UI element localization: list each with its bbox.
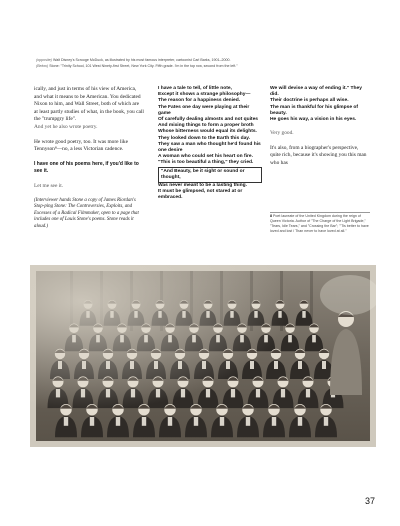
page-number: 37 [364,496,375,506]
left-paragraph-4: Let me see it. [34,182,64,189]
poem-line: Of carefully dealing almosts and not quites [158,117,259,123]
poem-line: The reason for a happiness denied. [158,98,241,104]
class-photograph [30,265,376,447]
poem-column [158,86,262,202]
left-text-column [34,86,144,238]
poem-line: It must be glimpsed, not stared at or embraced. [158,189,243,201]
poem-ending [270,86,370,123]
left-paragraph-3: I have one of his poems here, if you'd like to see it. [34,160,139,175]
poem-line: And mixing things to form a proper broth [158,123,254,129]
caption-below: (Below) Stone: "Trinity School, 101 West Ninety-first Street, New York City. Fifth grade. I'm in the top row, second from the left." [36,64,238,69]
footnote-rule [270,212,370,213]
poem-line: They saw a man who thought he'd found his one desire [158,141,261,154]
poem-line: "And Beauty, be it sight or sound or thought, [158,167,262,183]
right-paragraph-1: Very good. [270,130,294,137]
poem-line: Was never meant to be a lasting thing. [158,183,247,189]
poem-line: He goes his way, a vision in his eyes. [270,117,357,123]
poem-line: I have a tale to tell, of little note, [158,86,232,91]
left-paragraph-1: ically, and just in terms of his view of America, and what it means to be American. You dedicated Nixon to him, and Wall Street, both of which are at least partly studies of what, in the book, you call the "trumpgry life". And yet he also wrote poetry. [34,86,144,130]
right-text-column [270,86,370,175]
poem-line: "This is too beautiful a thing," they cried. [158,160,254,166]
photo-captions [36,58,356,70]
poem-line: The Fates one day were playing at their game [158,104,250,116]
poem-line: Except it shows a strange philosophy— [158,92,251,98]
caption-opposite: (opposite) Walt Disney's Scrooge McDuck, as illustrated by his most famous interpreter, cartoonist Carl Barks, 1901–2000. [36,58,231,62]
poem-line: Their doctrine is perhaps all wise. [270,98,349,104]
left-paragraph-5: (Interviewer hands Stone a copy of James Riordan's Stop-ping Stone: The Controversies, Exploits, and Excesses of a Radical Filmmaker, open to a page that includes one of Louis Stone's poems. Stone reads it aloud.) [34,197,139,229]
poem-line: The man is thankful for his glimpse of beauty. [270,104,359,116]
footnote [270,214,370,234]
right-paragraph-2: It's also, from a biographer's perspective, quite rich, because it's showing you this man who has [270,144,367,166]
footnote-number: 8 [270,214,272,218]
poem-line: A woman who could set his heart on fire. [158,154,253,160]
poem-line: We will devise a way of ending it." They did. [270,86,362,98]
footnote-text: Poet laureate of the United Kingdom during the reign of Queen Victoria. Author of "The Charge of the Light Brigade," "Tears, Idle Tears," and "Crossing the Bar"; "'Tis better to have loved and lost / Than never to have loved at all." [270,214,369,233]
poem-line: Whose bitterness would equal its delights. [158,129,257,135]
left-paragraph-2: He wrote good poetry, too. It was more like Tennyson⁸—no, a less Victorian cadence. [34,138,128,153]
poem-line: They looked down to the Earth this day. [158,135,251,141]
